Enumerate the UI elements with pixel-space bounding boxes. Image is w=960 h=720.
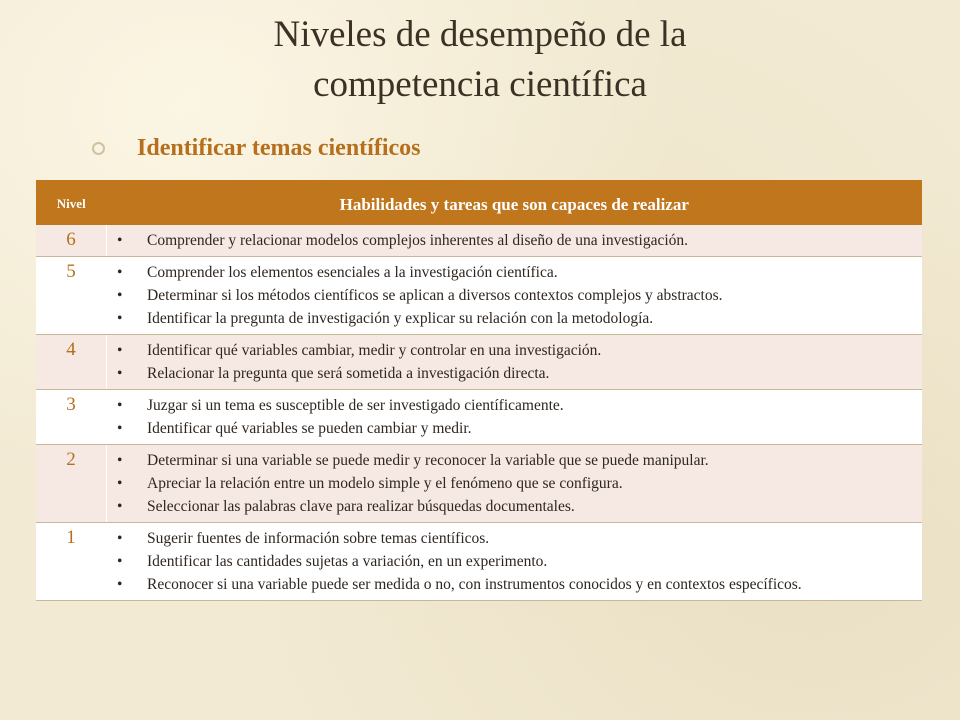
task-item: • Determinar si los métodos científicos se aplican a diversos contextos complejos y abstractos. xyxy=(147,284,912,307)
task-list xyxy=(107,394,912,440)
task-list xyxy=(107,229,912,252)
task-list xyxy=(107,449,912,518)
task-item: • Identificar las cantidades sujetas a variación, en un experimento. xyxy=(147,550,912,573)
tasks-cell xyxy=(107,390,923,445)
table-row xyxy=(36,390,922,445)
task-item: • Identificar qué variables se pueden cambiar y medir. xyxy=(147,417,912,440)
task-item: • Sugerir fuentes de información sobre temas científicos. xyxy=(147,527,912,550)
slide-title-line-2: competencia científica xyxy=(313,64,647,105)
table-header-row xyxy=(36,180,922,225)
slide-title xyxy=(0,10,960,110)
task-item: • Comprender y relacionar modelos complejos inherentes al diseño de una investigación. xyxy=(147,229,912,252)
level-cell: 6 xyxy=(36,225,107,257)
task-item: • Comprender los elementos esenciales a la investigación científica. xyxy=(147,261,912,284)
ring-bullet-icon xyxy=(92,142,105,155)
header-tasks: Habilidades y tareas que son capaces de realizar xyxy=(107,180,923,225)
tasks-cell xyxy=(107,257,923,335)
task-item: • Relacionar la pregunta que será sometida a investigación directa. xyxy=(147,362,912,385)
level-cell: 2 xyxy=(36,445,107,523)
task-list xyxy=(107,527,912,596)
section-heading xyxy=(92,132,421,164)
table-row xyxy=(36,523,922,601)
tasks-cell xyxy=(107,523,923,601)
task-item: • Apreciar la relación entre un modelo simple y el fenómeno que se configura. xyxy=(147,472,912,495)
table-row xyxy=(36,335,922,390)
section-heading-text: Identificar temas científicos xyxy=(137,134,421,161)
task-item: • Determinar si una variable se puede medir y reconocer la variable que se puede manipular. xyxy=(147,449,912,472)
level-cell: 3 xyxy=(36,390,107,445)
level-cell: 1 xyxy=(36,523,107,601)
table-row xyxy=(36,225,922,257)
task-list xyxy=(107,339,912,385)
tasks-cell xyxy=(107,445,923,523)
tasks-cell xyxy=(107,225,923,257)
slide-title-line-1: Niveles de desempeño de la xyxy=(273,14,687,55)
tasks-cell xyxy=(107,335,923,390)
task-item: • Juzgar si un tema es susceptible de ser investigado científicamente. xyxy=(147,394,912,417)
task-list xyxy=(107,261,912,330)
task-item: • Identificar qué variables cambiar, medir y controlar en una investigación. xyxy=(147,339,912,362)
table-row xyxy=(36,445,922,523)
task-item: • Reconocer si una variable puede ser medida o no, con instrumentos conocidos y en contextos específicos. xyxy=(147,573,912,596)
task-item: • Seleccionar las palabras clave para realizar búsquedas documentales. xyxy=(147,495,912,518)
performance-levels-table xyxy=(36,180,922,601)
level-cell: 4 xyxy=(36,335,107,390)
task-item: • Identificar la pregunta de investigación y explicar su relación con la metodología. xyxy=(147,307,912,330)
table-row xyxy=(36,257,922,335)
header-level: Nivel xyxy=(36,180,107,225)
level-cell: 5 xyxy=(36,257,107,335)
